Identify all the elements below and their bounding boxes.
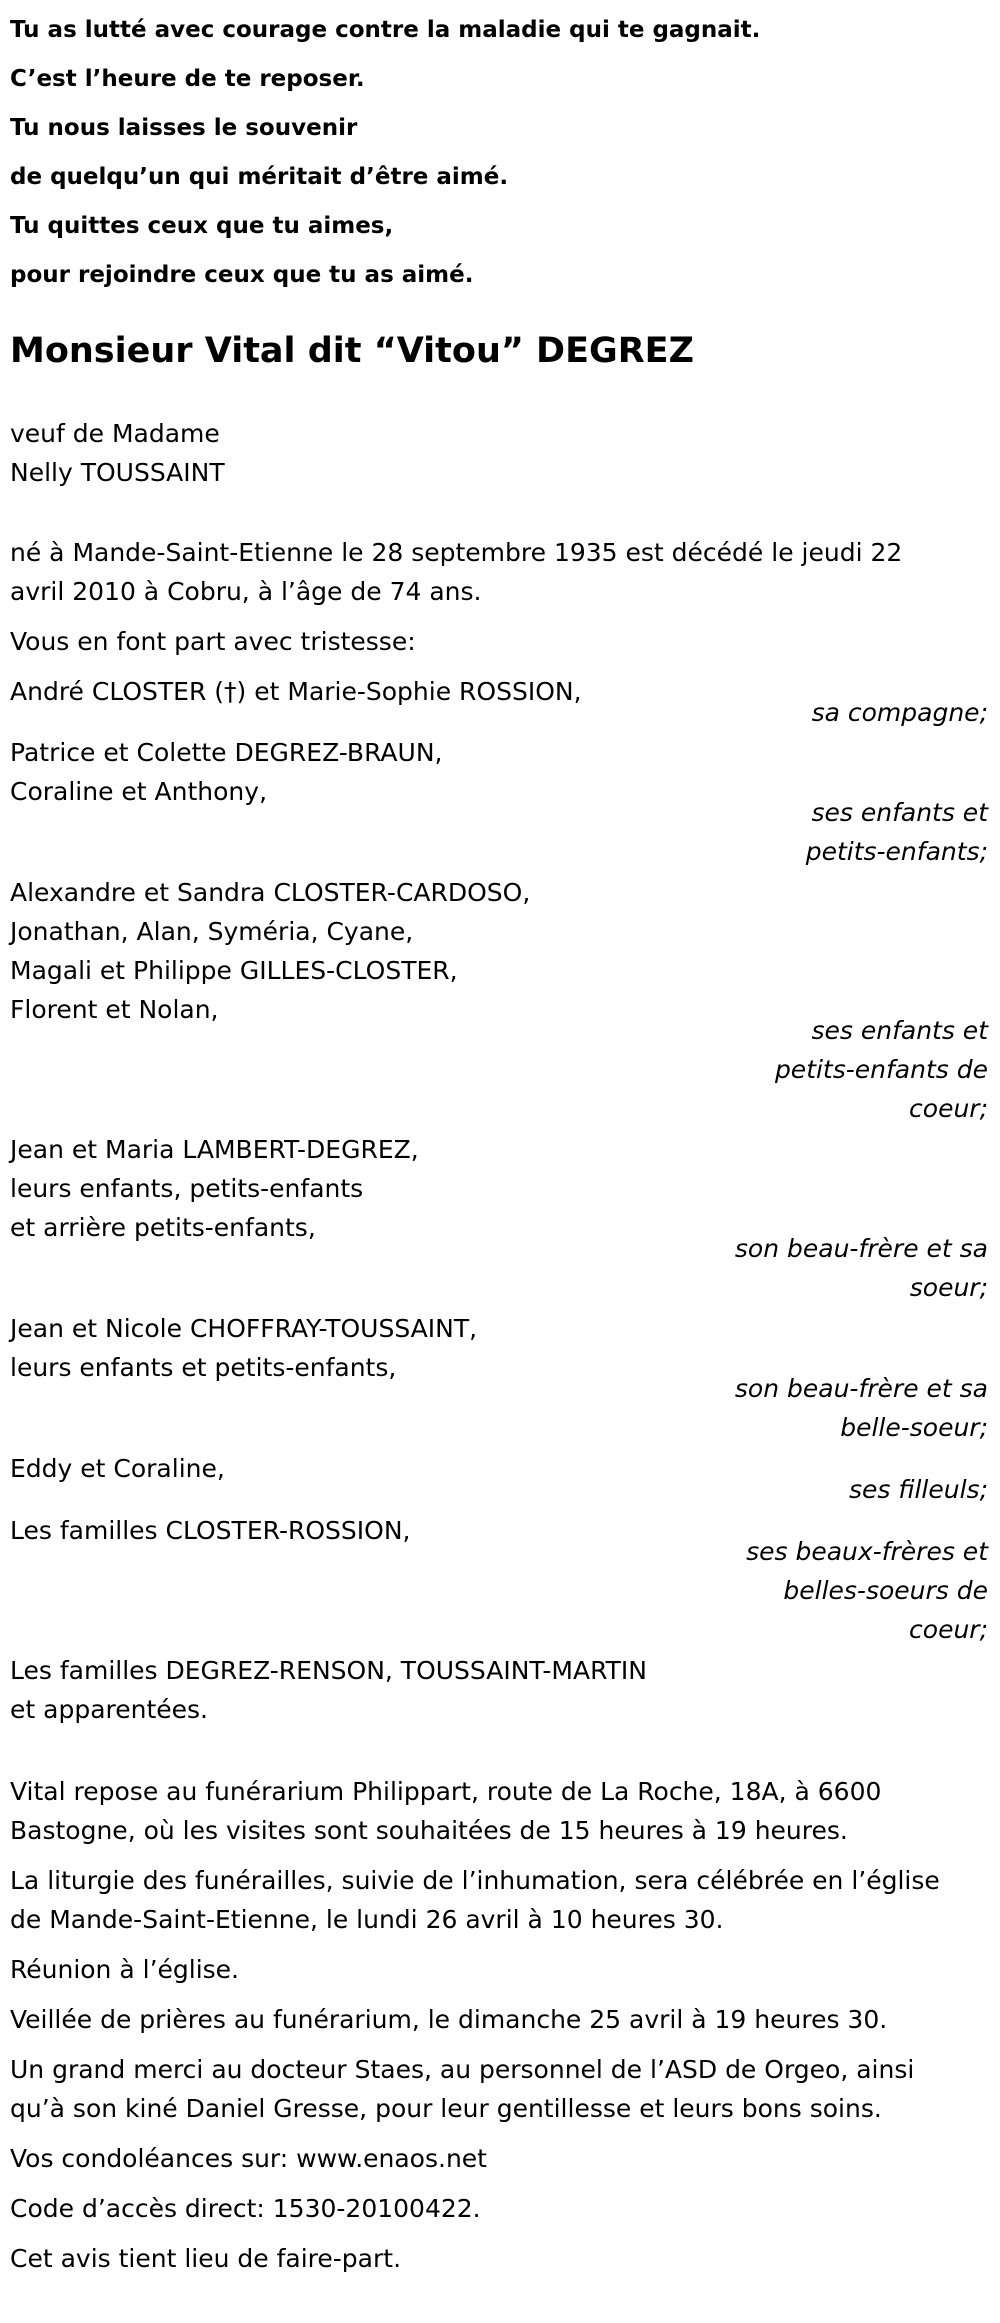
condolences-link: Vos condoléances sur: www.enaos.net: [10, 2144, 487, 2173]
family-line: Eddy et Coraline,: [10, 1454, 225, 1483]
widow-line: veuf de Madame: [10, 419, 220, 448]
relation-label: soeur;: [909, 1273, 988, 1302]
access-code: Code d’accès direct: 1530-20100422.: [10, 2194, 481, 2223]
family-line: leurs enfants et petits-enfants,: [10, 1353, 397, 1382]
family-line: et arrière petits-enfants,: [10, 1213, 316, 1242]
deceased-name: Monsieur Vital dit “Vitou” DEGREZ: [10, 331, 694, 371]
family-line: André CLOSTER (†) et Marie-Sophie ROSSION,: [10, 677, 582, 706]
widow-name: Nelly TOUSSAINT: [10, 458, 225, 487]
rest-info: Bastogne, où les visites sont souhaitées de 15 heures à 19 heures.: [10, 1816, 848, 1845]
relation-label: belle-soeur;: [840, 1413, 988, 1442]
liturgy-info: de Mande-Saint-Etienne, le lundi 26 avril à 10 heures 30.: [10, 1905, 724, 1934]
family-line: Jean et Maria LAMBERT-DEGREZ,: [10, 1135, 419, 1164]
relation-label: ses filleuls;: [848, 1475, 988, 1504]
liturgy-info: La liturgie des funérailles, suivie de l’inhumation, sera célébrée en l’église: [10, 1866, 940, 1895]
meeting-info: Réunion à l’église.: [10, 1955, 240, 1984]
birth-death-line: né à Mande-Saint-Etienne le 28 septembre 1935 est décédé le jeudi 22: [10, 538, 903, 567]
family-line: Jonathan, Alan, Syméria, Cyane,: [10, 917, 414, 946]
family-line: leurs enfants, petits-enfants: [10, 1174, 364, 1203]
poem-line: de quelqu’un qui méritait d’être aimé.: [10, 164, 509, 190]
family-line: Patrice et Colette DEGREZ-BRAUN,: [10, 738, 443, 767]
relation-label: ses beaux-frères et: [746, 1537, 988, 1566]
relation-label: son beau-frère et sa: [734, 1234, 988, 1263]
family-line: Florent et Nolan,: [10, 995, 219, 1024]
announcement: Vous en font part avec tristesse:: [10, 627, 416, 656]
family-line: Magali et Philippe GILLES-CLOSTER,: [10, 956, 458, 985]
thanks-text: qu’à son kiné Daniel Gresse, pour leur gentillesse et leurs bons soins.: [10, 2094, 882, 2123]
poem-line: Tu as lutté avec courage contre la maladie qui te gagnait.: [10, 17, 761, 43]
poem: [10, 6, 990, 300]
relation-label: coeur;: [909, 1094, 988, 1123]
thanks-text: Un grand merci au docteur Staes, au personnel de l’ASD de Orgeo, ainsi: [10, 2055, 915, 2084]
relation-label: petits-enfants;: [805, 837, 988, 866]
relation-label: ses enfants et: [811, 798, 988, 827]
family-line: Les familles CLOSTER-ROSSION,: [10, 1516, 411, 1545]
relation-label: petits-enfants de: [774, 1055, 988, 1084]
notice: Cet avis tient lieu de faire-part.: [10, 2244, 402, 2273]
family-line: Coraline et Anthony,: [10, 777, 268, 806]
family-line: Les familles DEGREZ-RENSON, TOUSSAINT-MARTIN: [10, 1656, 647, 1685]
poem-line: Tu nous laisses le souvenir: [10, 115, 358, 141]
relation-label: coeur;: [909, 1615, 988, 1644]
relation-label: sa compagne;: [811, 698, 988, 727]
poem-line: pour rejoindre ceux que tu as aimé.: [10, 262, 474, 288]
relation-label: belles-soeurs de: [783, 1576, 988, 1605]
family-line: Alexandre et Sandra CLOSTER-CARDOSO,: [10, 878, 531, 907]
relation-label: son beau-frère et sa: [734, 1374, 988, 1403]
vigil-info: Veillée de prières au funérarium, le dimanche 25 avril à 19 heures 30.: [10, 2005, 888, 2034]
birth-death-line: avril 2010 à Cobru, à l’âge de 74 ans.: [10, 577, 482, 606]
relation-label: ses enfants et: [811, 1016, 988, 1045]
poem-line: Tu quittes ceux que tu aimes,: [10, 213, 394, 239]
family-line: et apparentées.: [10, 1695, 208, 1724]
rest-info: Vital repose au funérarium Philippart, route de La Roche, 18A, à 6600: [10, 1777, 882, 1806]
poem-line: C’est l’heure de te reposer.: [10, 66, 365, 92]
family-line: Jean et Nicole CHOFFRAY-TOUSSAINT,: [10, 1314, 478, 1343]
